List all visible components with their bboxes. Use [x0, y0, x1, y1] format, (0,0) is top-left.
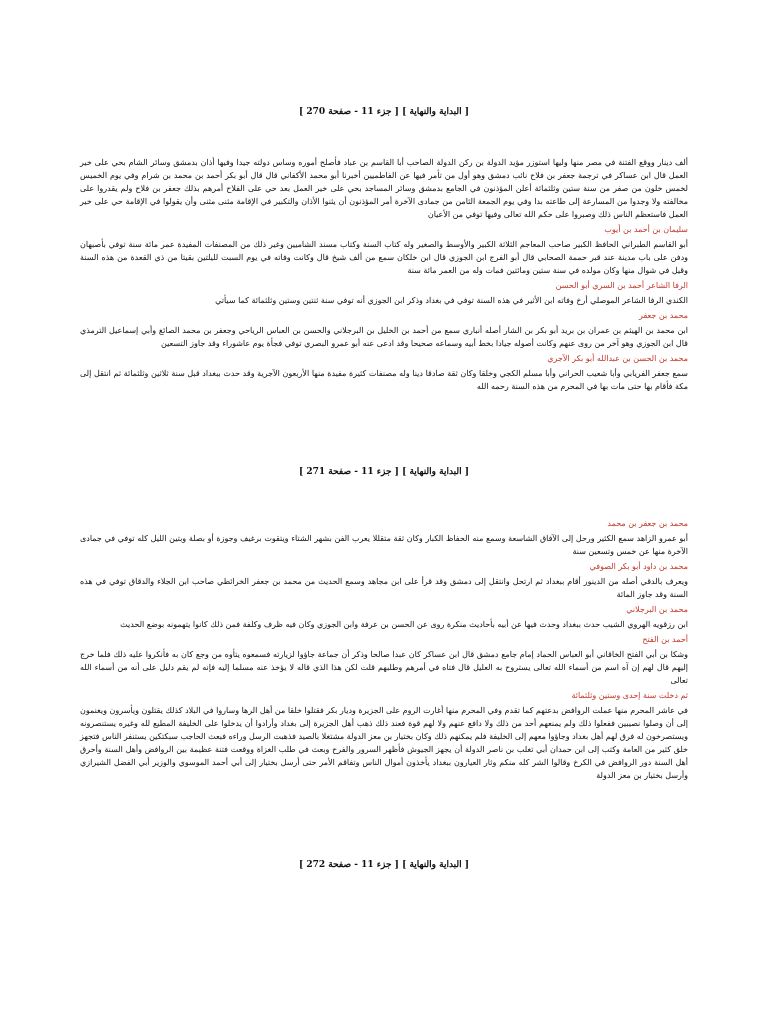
paragraph: ويعرف بالدقي أصله من الدينور أقام ببغداد ثم ارتحل وانتقل إلى دمشق وقد قرأ على ابن مجاهد وسمع الحديث من محمد بن جعفر الخرائطي صاحب ابن الجلاء والدقاق توفي في هذه السنة وقد جاوز المائة [80, 577, 688, 599]
section-heading: أحمد بن الفتح [642, 635, 688, 644]
paragraph: ابن رزقويه الهروي الشيب حدث ببغداد وحدث فيها عن أبيه بأحاديث منكرة روى عن الحسن بن عرفة وابن الجوزي وكان فيه ظرف وكلفة فمن ذلك كانوا يتهمونه بوضع الحديث [120, 620, 688, 629]
paragraph: أبو القاسم الطبراني الحافظ الكبير صاحب المعاجم الثلاثة الكبير والأوسط والصغير وله كتاب السنة وكتاب مسند الشاميين وغير ذلك من المصنفات المفيدة عمر مائة سنة توفي بأصبهان ودفن على باب مدينة عند قبر حممة الصحابي قال أبو الفرج ابن الجوزي قال ابن خلكان سمع من ألف شيخ قال وكانت وفاته في يوم السبت لليلتين بقيتا من ذي القعدة من هذه السنة وقيل في شوال منها وكان مولده في سنة ستين ومائتين فمات وله من العمر مائة سنة [80, 240, 689, 275]
paragraph: ابن محمد بن الهيثم بن عمران بن بريد أبو بكر بن الشار أصله أنباري سمع من أحمد بن الخليل بن البرجلاني والحسن بن العباس الرياحي وجعفر بن محمد الصائغ وأبي إسماعيل الترمذي قال ابن الجوزي وهو آخر من روى عنهم وكانت أصوله جيادا بخط أبيه وسماعه صحيحا وقد ادعى عنه أبو عمرو البصري توفي فجأة يوم عاشوراء وقد جاوز التسعين [80, 326, 688, 348]
section-heading: ثم دخلت سنة إحدى وستين وثلثمائة [571, 691, 688, 700]
section-heading: سليمان بن أحمد بن أيوب [604, 225, 688, 234]
page-header-270: [ البداية والنهاية ] [ جزء 11 - صفحة 270 ] [298, 107, 470, 117]
section-heading: محمد بن البرجلاني [626, 605, 688, 614]
section-heading: محمد بن جعفر بن محمد [607, 519, 688, 528]
paragraph: في عاشر المحرم منها عملت الروافض بدعتهم كما تقدم وفي المحرم منها أغارت الروم على الجزيرة وديار بكر فقتلوا خلقا من أهل الرها وساروا في البلاد كذلك يقتلون ويأسرون ويغنمون إلى أن وصلوا نصيبين ففعلوا ذلك ولم يمنعهم أحد من ذلك ولا دافع عنهم ولا لهم قوة فعند ذلك ذهب أهل الجزيرة إلى بغداد وأرادوا أن يدخلوا على الخليفة المطيع لله وغيره يستنصرونه ويستصرخون له فرق لهم أهل بغداد وجاؤوا معهم إلى الخليفة فلم يمكنهم ذلك وكان بختيار بن معز الدولة مشتغلا بالصيد فذهبت الرسل وراءه فبعث الحاجب سبكتكين يستنفر الناس فتجهز خلق كثير من العامة وكتب إلى ابن حمدان أبي تغلب بن ناصر الدولة أن يجهز الجيوش فأظهر السرور والفرح وبعث في طلب الغزاة ووقعت فتنة عظيمة بين الروافض وأهل السنة وأحرق أهل السنة دور الروافض في الكرخ وقالوا الشر كله منكم وثار العيارون ببغداد يأخذون أموال الناس وتفاقم الأمر حتى أرسل بختيار إلى أبي أحمد الموسوي والوزير أبي الفضل الشيرازي وأرسل بختيار بن معز الدولة [80, 706, 688, 780]
paragraph: وشكا بن أبي الفتح الخاقاني أبو العباس الحماد إمام جامع دمشق قال ابن عساكر كان عبدا صالحا وذكر أن جماعة جاؤوا لزيارته فسمعوه يتأوه من وجع كان به فأنكروا عليه ذلك فلما خرج إليهم قال لهم إن آه اسم من أسماء الله تعالى يستروح به العليل قال فتاه في أمرهم وطلبهم قلت لكن هذا الذي قاله لا يؤخذ عنه مسلما إليه فإنه لم يقم دليل على أنه من أسماء الله تعالى [80, 650, 688, 685]
section-heading: محمد بن جعفر [639, 311, 688, 320]
section-heading: الرفا الشاعر أحمد بن السري أبو الحسن [555, 281, 688, 290]
paragraph: سمع جعفر الفريابي وأبا شعيب الحراني وأبا مسلم الكجي وخلقا وكان ثقة صادقا دينا وله مصنفات كثيرة مفيدة منها الأربعون الآجرية وقد حدث ببغداد قبل سنة ثلاثين وثلثمائة ثم انتقل إلى مكة فأقام بها حتى مات بها في المحرم من هذه السنة رحمه الله [80, 369, 688, 391]
section-heading: محمد بن الحسن بن عبدالله أبو بكر الآجري [547, 354, 688, 363]
paragraph: أبو عمرو الزاهد سمع الكثير ورحل إلى الآفاق الشاسعة وسمع منه الحفاظ الكبار وكان ثقة متقللا يعرب الفن بشهر الشتاء ويتقوت برغيف وجوزة أو بصلة وبتين الليل كله توفي في جمادى الآخرة منها عن خمس وتسعين سنة [80, 534, 688, 556]
paragraph: الكندي الرفا الشاعر الموصلي أرخ وفاته ابن الأثير في هذه السنة توفي في بغداد وذكر ابن الجوزي أنه توفي سنة ثنتين وستين وثلثمائة كما سيأتي [215, 296, 688, 305]
page-header-272: [ البداية والنهاية ] [ جزء 11 - صفحة 272 ] [298, 860, 470, 870]
page-body-270 [80, 156, 688, 393]
page-body-271 [80, 515, 688, 782]
page-header-271: [ البداية والنهاية ] [ جزء 11 - صفحة 271 ] [298, 467, 470, 477]
section-heading: محمد بن داود أبو بكر الصوفي [589, 562, 688, 571]
paragraph: ألف دينار ووقع الفتنة في مصر منها وليها استوزر مؤيد الدولة بن ركن الدولة الصاحب أبا القاسم بن عباد فأصلح أموره وساس دولته جيدا وفيها أذان بدمشق وسائر الشام بحي على خير العمل قال ابن عساكر في ترجمة جعفر بن فلاح نائب دمشق وهو أول من تأمر فيها عن الفاطميين أخبرنا أبو محمد الأكفاني قال قال أبو بكر أحمد بن محمد بن شرام وفي يوم الخميس لخمس خلون من صفر من سنة ستين وثلثمائة أعلن المؤذنون في الجامع بدمشق وسائر المساجد بحي على خير العمل بعد حي على الفلاح أمرهم بذلك جعفر بن فلاح ولم يقدروا على مخالفته ولا وجدوا من المسارعة إلى طاعته بدا وفي يوم الجمعة الثامن من جمادى الآخرة أمر المؤذنون أن يثنوا الأذان والتكبير في الإقامة مثنى مثنى وأن يقولوا في الإقامة حي على خير العمل فاستعظم الناس ذلك وصبروا على حكم الله تعالى وفيها توفي من الأعيان [80, 158, 689, 219]
